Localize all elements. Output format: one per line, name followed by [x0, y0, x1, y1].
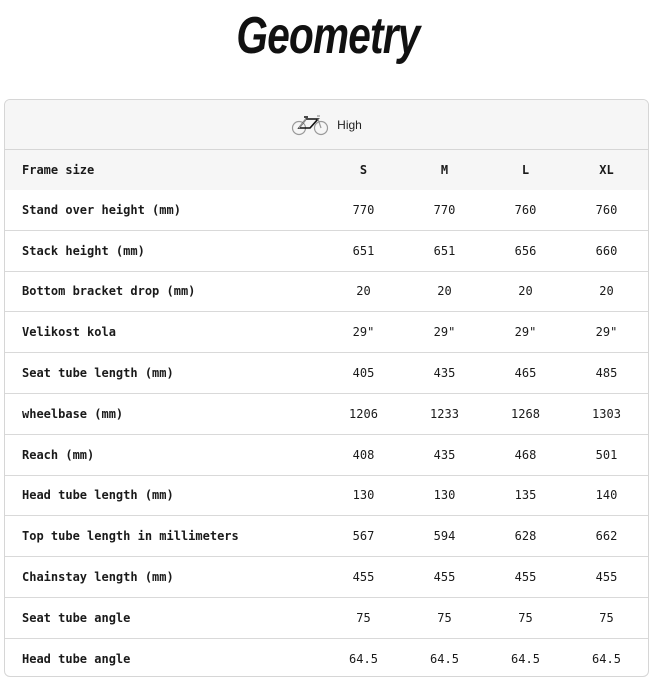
size-s-header: S — [359, 163, 368, 177]
row-label: Seat tube length (mm) — [22, 366, 174, 381]
row-value: 760 — [514, 202, 537, 217]
row-value: 1233 — [430, 406, 459, 421]
row-value: 770 — [352, 202, 375, 217]
table-row — [5, 476, 648, 517]
row-value: 29" — [514, 325, 537, 340]
row-value: 75 — [599, 610, 614, 625]
geometry-table — [4, 99, 649, 677]
row-value: 29" — [595, 325, 618, 340]
row-label: Seat tube angle — [22, 610, 131, 625]
row-value: 465 — [514, 366, 537, 381]
row-value: 75 — [437, 610, 452, 625]
row-value: 135 — [514, 488, 537, 503]
row-value: 1303 — [592, 406, 621, 421]
row-value: 20 — [599, 284, 614, 299]
row-value: 140 — [595, 488, 618, 503]
row-value: 130 — [352, 488, 375, 503]
row-value: 64.5 — [349, 652, 378, 667]
row-value: 75 — [356, 610, 371, 625]
row-value: 567 — [352, 529, 375, 544]
row-value: 660 — [595, 243, 618, 258]
geometry-mode-selector[interactable] — [5, 100, 648, 150]
row-value: 435 — [433, 447, 456, 462]
row-value: 64.5 — [592, 652, 621, 667]
size-m-header: M — [440, 163, 449, 177]
title-area — [0, 0, 656, 100]
row-label: Head tube angle — [22, 652, 131, 667]
table-row — [5, 394, 648, 435]
row-value: 75 — [518, 610, 533, 625]
table-row — [5, 353, 648, 394]
header-label: Frame size — [22, 163, 95, 177]
row-value: 501 — [595, 447, 618, 462]
row-value: 760 — [595, 202, 618, 217]
row-value: 455 — [595, 570, 618, 585]
table-row — [5, 598, 648, 639]
row-label: wheelbase (mm) — [22, 406, 124, 421]
row-value: 20 — [356, 284, 371, 299]
row-label: Top tube length in millimeters — [22, 529, 239, 544]
table-row — [5, 516, 648, 557]
row-label: Chainstay length (mm) — [22, 570, 174, 585]
row-label: Stand over height (mm) — [22, 202, 181, 217]
row-value: 405 — [352, 366, 375, 381]
page-title: Geometry — [236, 7, 420, 65]
row-label: Bottom bracket drop (mm) — [22, 284, 196, 299]
row-value: 29" — [352, 325, 375, 340]
row-value: 656 — [514, 243, 537, 258]
table-row — [5, 435, 648, 476]
row-label: Head tube length (mm) — [22, 488, 174, 503]
size-xl-header: XL — [599, 163, 614, 177]
row-value: 651 — [352, 243, 375, 258]
row-value: 455 — [514, 570, 537, 585]
table-row — [5, 312, 648, 353]
table-header-row — [5, 150, 648, 190]
row-label: Stack height (mm) — [22, 243, 145, 258]
row-label: Reach (mm) — [22, 447, 95, 462]
row-value: 20 — [437, 284, 452, 299]
table-row — [5, 557, 648, 598]
row-value: 435 — [433, 366, 456, 381]
row-value: 130 — [433, 488, 456, 503]
row-value: 651 — [433, 243, 456, 258]
row-value: 29" — [433, 325, 456, 340]
row-value: 455 — [352, 570, 375, 585]
bicycle-icon — [291, 114, 329, 136]
row-value: 20 — [518, 284, 533, 299]
row-value: 468 — [514, 447, 537, 462]
row-value: 455 — [433, 570, 456, 585]
row-value: 64.5 — [511, 652, 540, 667]
row-value: 770 — [433, 202, 456, 217]
table-row — [5, 639, 648, 677]
table-row — [5, 272, 648, 313]
row-value: 408 — [352, 447, 375, 462]
row-value: 1206 — [349, 406, 378, 421]
table-row — [5, 231, 648, 272]
row-value: 594 — [433, 529, 456, 544]
row-value: 662 — [595, 529, 618, 544]
row-value: 628 — [514, 529, 537, 544]
table-row — [5, 190, 648, 231]
row-value: 485 — [595, 366, 618, 381]
row-label: Velikost kola — [22, 325, 116, 340]
mode-label: High — [337, 117, 362, 132]
size-l-header: L — [521, 163, 530, 177]
row-value: 1268 — [511, 406, 540, 421]
row-value: 64.5 — [430, 652, 459, 667]
